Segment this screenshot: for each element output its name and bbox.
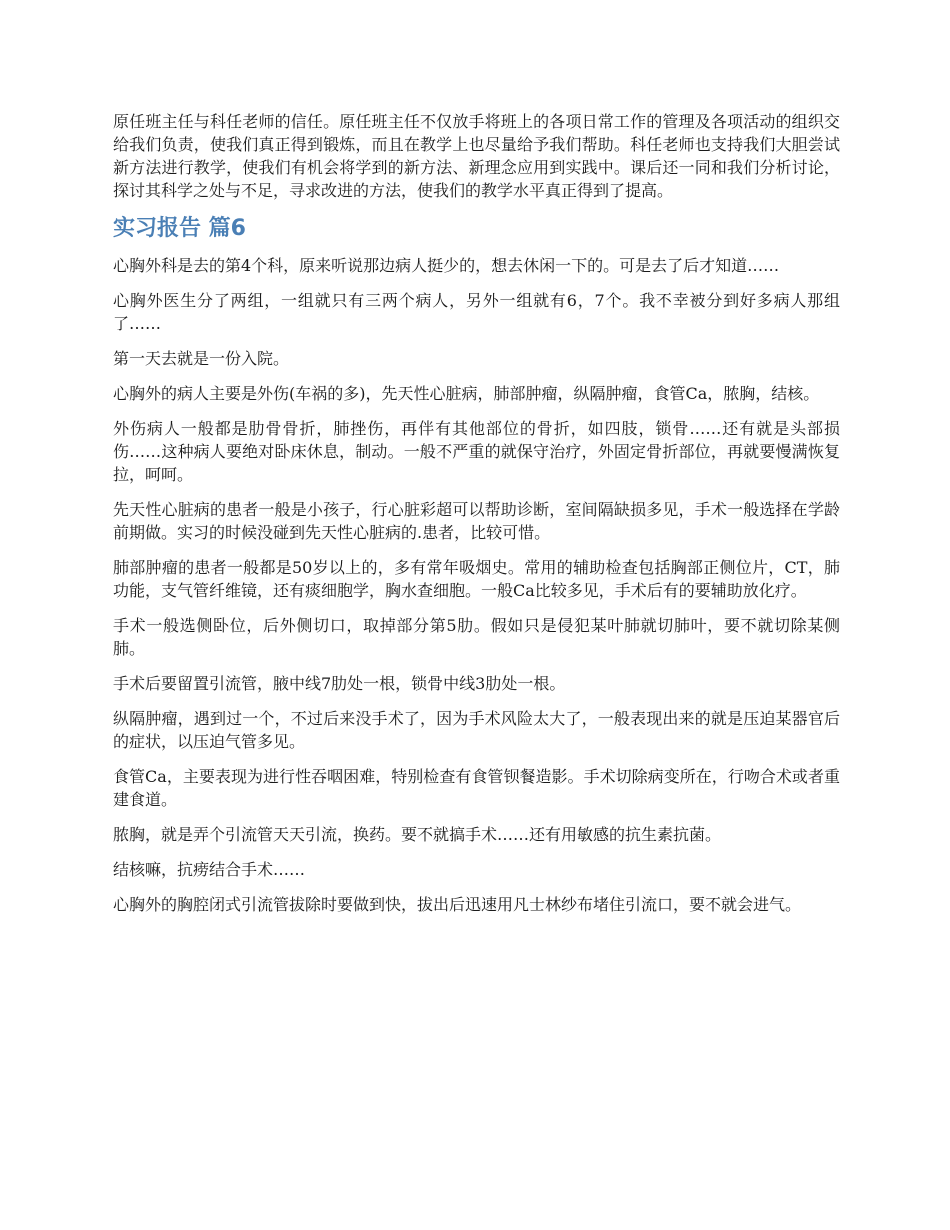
paragraph-6: 先天性心脏病的患者一般是小孩子，行心脏彩超可以帮助诊断，室间隔缺损多见，手术一般选择在学龄前期做。实习的时候没碰到先天性心脏病的.患者，比较可惜。 [113, 500, 840, 542]
paragraph-9: 手术后要留置引流管，腋中线7肋处一根，锁骨中线3肋处一根。 [113, 674, 566, 693]
intro-paragraph: 原任班主任与科任老师的信任。原任班主任不仅放手将班上的各项日常工作的管理及各项活动的组织交给我们负责，使我们真正得到锻炼，而且在教学上也尽量给予我们帮助。科任老师也支持我们大胆尝试新方法进行教学，使我们有机会将学到的新方法、新理念应用到实践中。课后还一同和我们分析讨论，探讨其科学之处与不足，寻求改进的方法，使我们的教学水平真正得到了提高。 [113, 112, 840, 200]
paragraph-13: 结核嘛，抗痨结合手术…… [113, 860, 306, 879]
paragraph-5: 外伤病人一般都是肋骨骨折，肺挫伤，再伴有其他部位的骨折，如四肢，锁骨……还有就是头部损伤……这种病人要绝对卧床休息，制动。一般不严重的就保守治疗，外固定骨折部位，再就要慢满恢复拉，呵呵。 [113, 419, 840, 484]
paragraph-11: 食管Ca，主要表现为进行性吞咽困难，特别检查有食管钡餐造影。手术切除病变所在，行吻合术或者重建食道。 [113, 767, 840, 809]
paragraph-10: 纵隔肿瘤，遇到过一个，不过后来没手术了，因为手术风险太大了，一般表现出来的就是压迫某器官后的症状，以压迫气管多见。 [113, 709, 840, 751]
paragraph-12: 脓胸，就是弄个引流管天天引流，换药。要不就搞手术……还有用敏感的抗生素抗菌。 [113, 825, 722, 844]
section-heading: 实习报告 篇6 [113, 216, 246, 241]
paragraph-8: 手术一般选侧卧位，后外侧切口，取掉部分第5肋。假如只是侵犯某叶肺就切肺叶，要不就切除某侧肺。 [113, 616, 840, 658]
paragraph-3: 第一天去就是一份入院。 [113, 349, 290, 368]
paragraph-1: 心胸外科是去的第4个科，原来听说那边病人挺少的，想去休闲一下的。可是去了后才知道…… [113, 256, 780, 275]
paragraph-7: 肺部肿瘤的患者一般都是50岁以上的，多有常年吸烟史。常用的辅助检查包括胸部正侧位片，CT，肺功能，支气管纤维镜，还有痰细胞学，胸水查细胞。一般Ca比较多见，手术后有的要辅助放化疗。 [113, 558, 840, 600]
paragraph-2: 心胸外医生分了两组，一组就只有三两个病人，另外一组就有6，7个。我不幸被分到好多病人那组了…… [113, 291, 840, 333]
paragraph-4: 心胸外的病人主要是外伤(车祸的多)，先天性心脏病，肺部肿瘤，纵隔肿瘤，食管Ca，脓胸，结核。 [113, 384, 820, 403]
paragraph-14: 心胸外的胸腔闭式引流管拔除时要做到快，拔出后迅速用凡士林纱布堵住引流口，要不就会进气。 [113, 895, 802, 914]
document-page [113, 110, 840, 928]
